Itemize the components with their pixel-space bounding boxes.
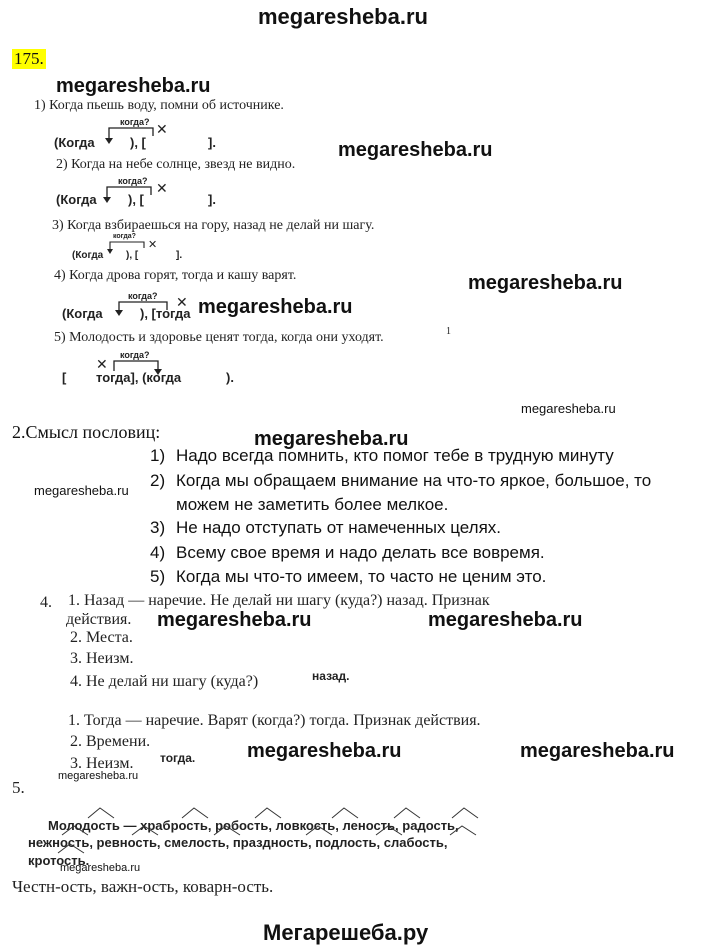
- watermark: megaresheba.ru: [428, 609, 583, 631]
- scheme-4-arc-label: когда?: [128, 291, 158, 301]
- watermark: megaresheba.ru: [198, 296, 353, 318]
- section2-title: 2.Смысл пословиц:: [12, 422, 161, 442]
- sentence-3: 3) Когда взбираешься на гору, назад не делай ни шагу.: [52, 218, 375, 233]
- scheme-4-cross: ✕: [176, 294, 188, 310]
- scheme-2-mid: ), [: [128, 192, 144, 207]
- scheme-5-end: ).: [226, 370, 234, 385]
- watermark: megaresheba.ru: [338, 139, 493, 161]
- section4-num: 4.: [40, 594, 52, 611]
- scheme-3-cross: ✕: [148, 239, 158, 251]
- scheme-2-arc-label: когда?: [118, 176, 148, 186]
- section5-num: 5.: [12, 778, 25, 797]
- watermark: megaresheba.ru: [157, 609, 312, 631]
- scheme-2-end: ].: [208, 192, 216, 207]
- analysis-a4-word: назад.: [312, 669, 350, 683]
- scheme-5-mid: тогда], (когда: [96, 370, 182, 385]
- scheme-2-cross: ✕: [156, 180, 168, 196]
- task-number: 175.: [14, 49, 44, 68]
- sentence-2: 2) Когда на небе солнце, звезд не видно.: [56, 157, 296, 172]
- site-footer: Мегарешеба.ру: [263, 920, 429, 945]
- scheme-1-left: (Когда: [54, 135, 95, 150]
- analysis-a1b: действия.: [66, 611, 132, 628]
- scheme-3-end: ].: [176, 250, 183, 261]
- sentence-1: 1) Когда пьешь воду, помни об источнике.: [34, 98, 284, 113]
- meaning-5-num: 5): [150, 567, 166, 586]
- analysis-b2: 2. Времени.: [70, 733, 151, 750]
- scheme-1-end: ].: [208, 135, 216, 150]
- scheme-4-mid: ), [тогда: [140, 306, 191, 321]
- watermark: megaresheba.ru: [58, 770, 139, 782]
- meaning-1-text: Надо всегда помнить, кто помог тебе в трудную минуту: [176, 446, 614, 465]
- footnote: 1: [446, 326, 451, 337]
- scheme-3-mid: ), [: [126, 250, 139, 261]
- meaning-2-text: Когда мы обращаем внимание на что-то яркое, большое, то: [176, 471, 652, 490]
- analysis-b3-word: тогда.: [160, 751, 196, 765]
- watermark: megaresheba.ru: [34, 483, 129, 498]
- scheme-1-cross: ✕: [156, 121, 168, 137]
- sentence-5: 5) Молодость и здоровье ценят тогда, когда они уходят.: [54, 330, 384, 345]
- meaning-2-num: 2): [150, 471, 166, 490]
- scheme-2-left: (Когда: [56, 192, 97, 207]
- watermark: megaresheba.ru: [520, 740, 675, 762]
- watermark: megaresheba.ru: [56, 75, 211, 97]
- scheme-5-arc-label: когда?: [120, 350, 150, 360]
- scheme-1-arc-label: когда?: [120, 117, 150, 127]
- site-header: megaresheba.ru: [258, 4, 428, 29]
- meaning-4-text: Всему свое время и надо делать все вовремя.: [176, 543, 545, 562]
- analysis-b3: 3. Неизм.: [70, 755, 134, 772]
- scheme-5-cross: ✕: [96, 356, 108, 372]
- morpheme-line-3: кротость.: [28, 853, 90, 868]
- meaning-4-num: 4): [150, 543, 166, 562]
- meaning-3-text: Не надо отступать от намеченных целях.: [176, 518, 502, 537]
- meaning-5-text: Когда мы что-то имеем, то часто не ценим это.: [176, 567, 547, 586]
- watermark: megaresheba.ru: [521, 401, 616, 416]
- meaning-1-num: 1): [150, 446, 166, 465]
- scheme-4-left: (Когда: [62, 306, 103, 321]
- analysis-a3: 3. Неизм.: [70, 650, 134, 667]
- analysis-a2: 2. Места.: [70, 629, 133, 646]
- meaning-3-num: 3): [150, 518, 166, 537]
- watermark: megaresheba.ru: [247, 740, 402, 762]
- scheme-1-mid: ), [: [130, 135, 146, 150]
- sentence-4: 4) Когда дрова горят, тогда и кашу варят.: [54, 268, 297, 283]
- scheme-3-left: (Когда: [72, 250, 104, 261]
- morpheme-line-2: нежность, ревность, смелость, праздность, подлость, слабость,: [28, 835, 448, 850]
- analysis-b1: 1. Тогда — наречие. Варят (когда?) тогда. Признак действия.: [68, 712, 481, 729]
- scheme-3-arc-label: когда?: [113, 233, 136, 240]
- scheme-5-left: [: [62, 370, 67, 385]
- meaning-2-text-cont: можем не заметить более мелкое.: [176, 495, 449, 514]
- watermark: megaresheba.ru: [60, 862, 141, 874]
- analysis-a1: 1. Назад — наречие. Не делай ни шагу (куда?) назад. Признак: [68, 592, 490, 609]
- suffix-examples: Честн-ость, важн-ость, коварн-ость.: [12, 877, 274, 896]
- watermark: megaresheba.ru: [254, 428, 409, 450]
- watermark: megaresheba.ru: [468, 272, 623, 294]
- analysis-a4: 4. Не делай ни шагу (куда?): [70, 673, 259, 690]
- morpheme-line-1: Молодость — храбрость, робость, ловкость, леность, радость,: [48, 818, 459, 833]
